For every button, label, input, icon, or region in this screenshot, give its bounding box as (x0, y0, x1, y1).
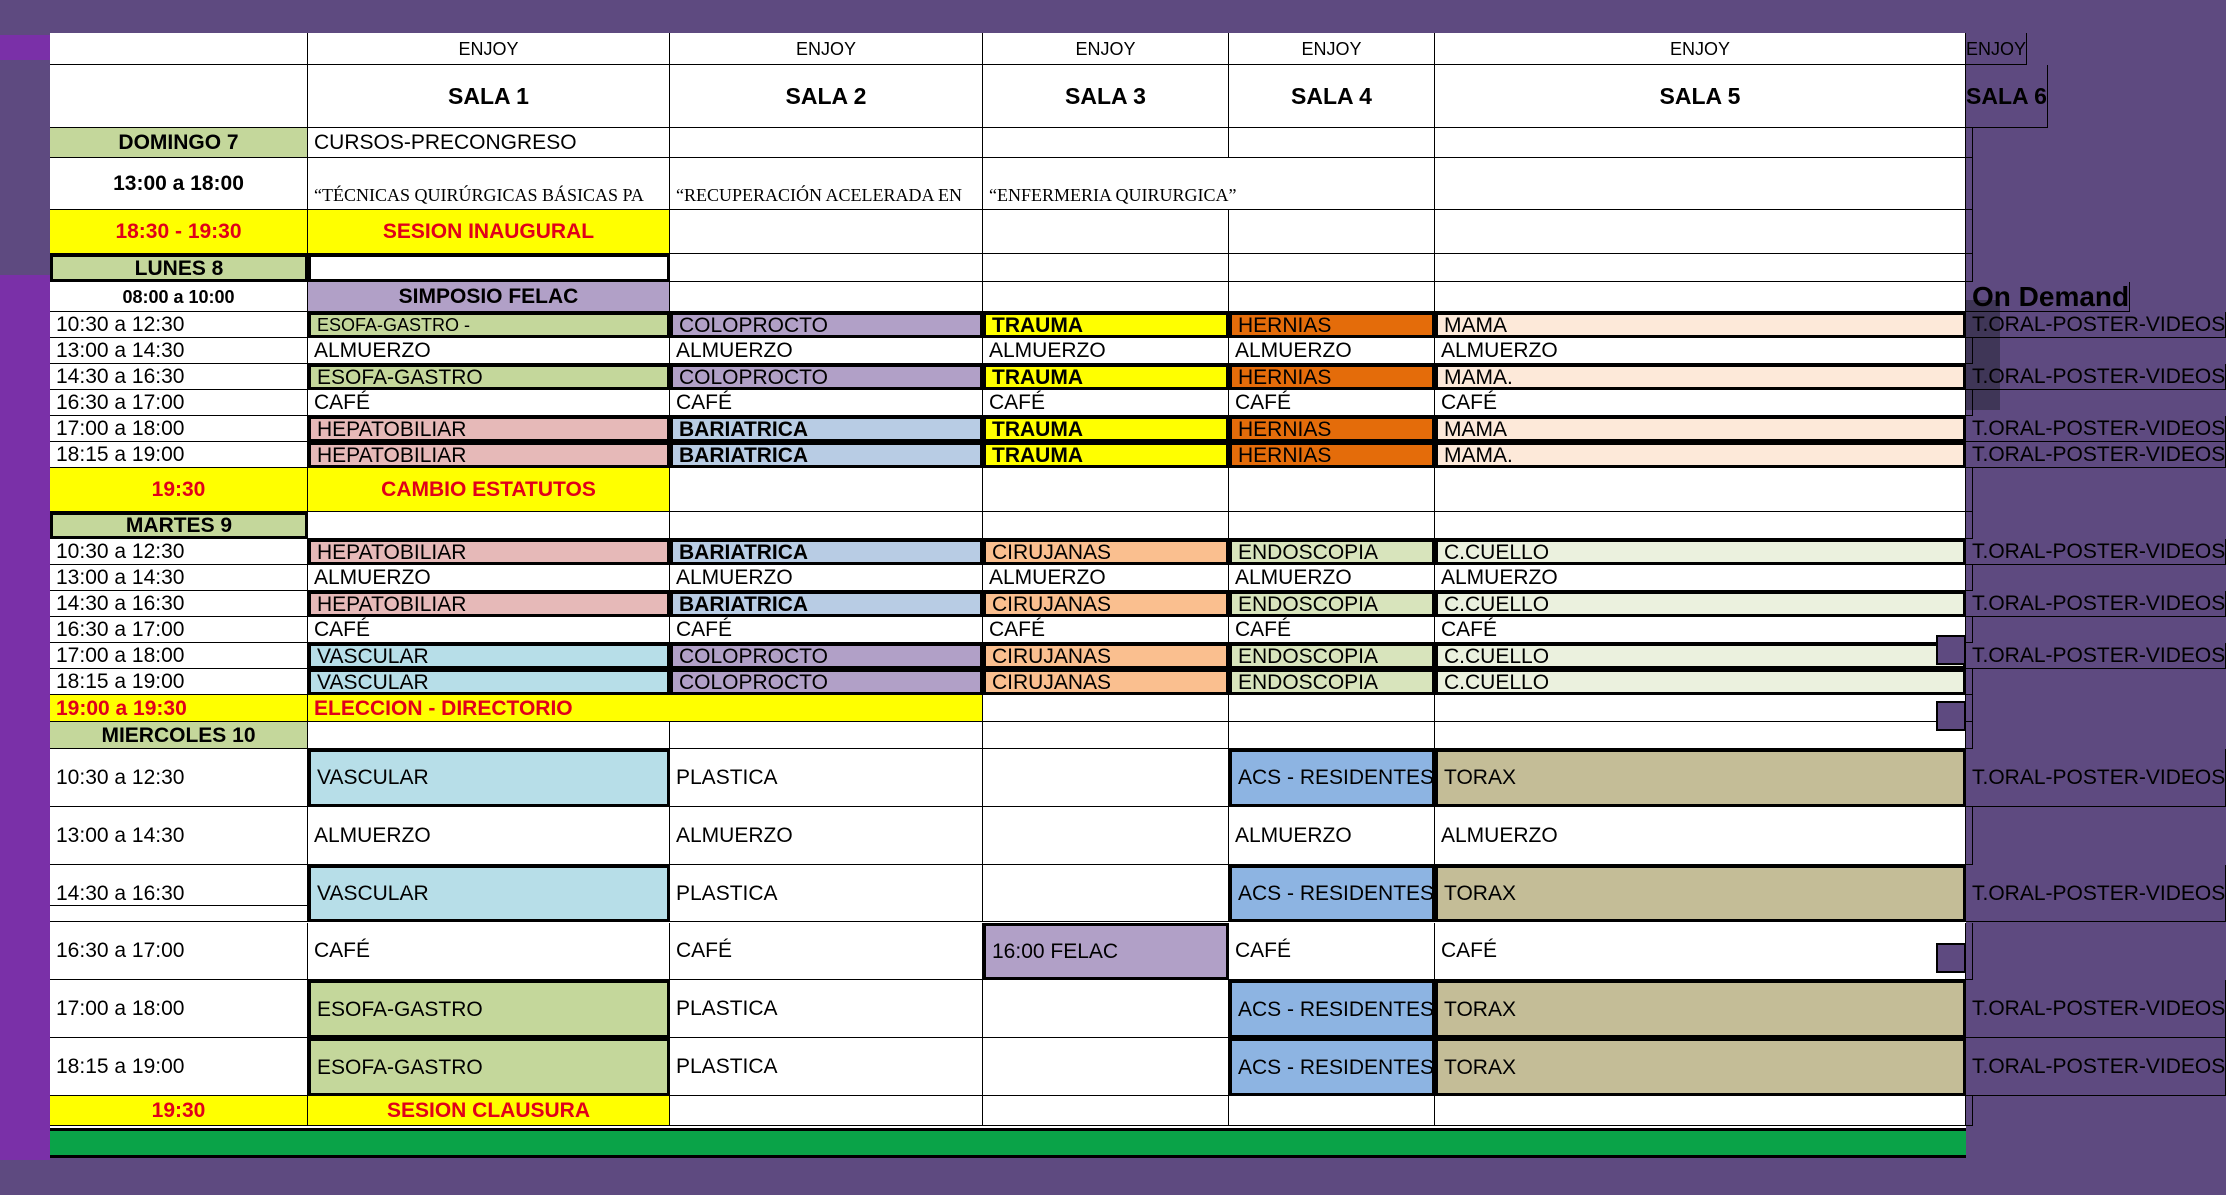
session-cell: TRAUMA (983, 312, 1229, 338)
empty-cell (1229, 254, 1435, 282)
empty-cell (1966, 158, 1973, 210)
empty-cell (1435, 722, 1966, 749)
empty-cell (1229, 128, 1435, 158)
session-cell: CAFÉ (1435, 617, 1966, 643)
session-cell: ALMUERZO (670, 807, 983, 865)
time-cell: 18:15 a 19:00 (50, 442, 308, 468)
empty-cell (1966, 254, 1973, 282)
empty-cell (1966, 695, 1973, 722)
session-cell: MAMA. (1435, 442, 1966, 468)
session-cell: C.CUELLO (1435, 643, 1966, 669)
empty-cell (983, 254, 1229, 282)
session-cell: ACS - RESIDENTES (1229, 980, 1435, 1038)
session-cell: ALMUERZO (1229, 338, 1435, 364)
session-cell: CAFÉ (1229, 617, 1435, 643)
spacer (50, 905, 308, 906)
session-cell: ALMUERZO (983, 565, 1229, 591)
time-cell: 18:30 - 19:30 (50, 210, 308, 254)
empty-cell (1435, 282, 1966, 312)
session-cell: T.ORAL-POSTER-VIDEOS (1966, 643, 2226, 669)
enjoy-label: ENJOY (1435, 33, 1966, 65)
day-header-miercoles: MIERCOLES 10 (50, 722, 308, 749)
time-cell: 13:00 a 14:30 (50, 807, 308, 865)
empty-cell (1966, 1096, 1973, 1126)
session-cell: TORAX (1435, 865, 1966, 923)
session-cell: ALMUERZO (983, 338, 1229, 364)
time-cell: 19:30 (50, 1096, 308, 1126)
empty-cell (308, 254, 670, 282)
session-cell: T.ORAL-POSTER-VIDEOS (1966, 749, 2226, 807)
row-marker (1936, 635, 1966, 665)
session-cell: T.ORAL-POSTER-VIDEOS (1966, 591, 2226, 617)
session-cell: COLOPROCTO (670, 364, 983, 390)
time-cell: 17:00 a 18:00 (50, 643, 308, 669)
session-cell: COLOPROCTO (670, 312, 983, 338)
session-cell: HEPATOBILIAR (308, 591, 670, 617)
session-cell: T.ORAL-POSTER-VIDEOS (1966, 416, 2226, 442)
time-cell: 10:30 a 12:30 (50, 312, 308, 338)
sesion-clausura: SESION CLAUSURA (308, 1096, 670, 1126)
empty-cell (1966, 128, 1973, 158)
session-cell: C.CUELLO (1435, 591, 1966, 617)
session-cell: HERNIAS (1229, 364, 1435, 390)
session-cell: CIRUJANAS (983, 643, 1229, 669)
session-cell: BARIATRICA (670, 442, 983, 468)
empty-cell (1966, 617, 1973, 643)
footer-green-bar (50, 1128, 1966, 1158)
empty-cell (1229, 210, 1435, 254)
session-cell: ALMUERZO (670, 565, 983, 591)
empty-cell (670, 722, 983, 749)
curso-cell: “ENFERMERIA QUIRURGICA” (983, 158, 1435, 210)
session-cell: T.ORAL-POSTER-VIDEOS (1966, 312, 2226, 338)
session-cell: ACS - RESIDENTES (1229, 865, 1435, 923)
session-cell: HERNIAS (1229, 416, 1435, 442)
session-cell: VASCULAR (308, 749, 670, 807)
sala-header: SALA 4 (1229, 65, 1435, 128)
session-cell: C.CUELLO (1435, 669, 1966, 695)
empty-cell (1966, 468, 1973, 512)
session-cell: PLASTICA (670, 865, 983, 923)
session-cell: HEPATOBILIAR (308, 539, 670, 565)
time-cell: 13:00 a 14:30 (50, 338, 308, 364)
row-marker (1936, 943, 1966, 973)
session-cell: TRAUMA (983, 442, 1229, 468)
empty-cell (670, 254, 983, 282)
session-cell: BARIATRICA (670, 591, 983, 617)
empty-cell (983, 128, 1229, 158)
session-cell: TORAX (1435, 1038, 1966, 1096)
empty-cell (308, 722, 670, 749)
session-cell: CAFÉ (670, 390, 983, 416)
sala-header: SALA 2 (670, 65, 983, 128)
time-cell: 10:30 a 12:30 (50, 539, 308, 565)
empty-cell (1435, 254, 1966, 282)
session-cell: TRAUMA (983, 416, 1229, 442)
enjoy-label: ENJOY (1229, 33, 1435, 65)
empty-cell (308, 512, 670, 539)
session-cell: CIRUJANAS (983, 539, 1229, 565)
session-cell: CAFÉ (308, 923, 670, 981)
session-cell: ALMUERZO (1435, 565, 1966, 591)
empty-cell (1435, 695, 1966, 722)
row-marker (1936, 701, 1966, 731)
session-cell: ALMUERZO (308, 807, 670, 865)
time-cell: 13:00 a 14:30 (50, 565, 308, 591)
empty-cell (983, 1038, 1229, 1096)
day-header-martes: MARTES 9 (50, 512, 308, 539)
session-cell: CAFÉ (308, 617, 670, 643)
session-cell: TORAX (1435, 980, 1966, 1038)
session-cell: ALMUERZO (1229, 807, 1435, 865)
session-cell: T.ORAL-POSTER-VIDEOS (1966, 539, 2226, 565)
empty-cell (670, 512, 983, 539)
empty-cell (670, 128, 983, 158)
time-cell: 19:30 (50, 468, 308, 512)
time-cell: 14:30 a 16:30 (50, 364, 308, 390)
session-cell: TORAX (1435, 749, 1966, 807)
session-cell: ALMUERZO (670, 338, 983, 364)
time-cell: 18:15 a 19:00 (50, 1038, 308, 1096)
session-cell: T.ORAL-POSTER-VIDEOS (1966, 442, 2226, 468)
session-cell: TRAUMA (983, 364, 1229, 390)
empty-cell (983, 807, 1229, 865)
session-cell: T.ORAL-POSTER-VIDEOS (1966, 980, 2226, 1038)
empty-cell (1966, 565, 1973, 591)
empty-cell (1966, 210, 1973, 254)
empty-cell (670, 210, 983, 254)
empty-cell (1435, 210, 1966, 254)
time-cell: 14:30 a 16:30 (50, 865, 308, 923)
empty-cell (983, 210, 1229, 254)
session-cell: ESOFA-GASTRO - (308, 312, 670, 338)
session-cell: HERNIAS (1229, 312, 1435, 338)
time-cell: 19:00 a 19:30 (50, 695, 308, 722)
session-cell: ALMUERZO (308, 565, 670, 591)
enjoy-label: ENJOY (670, 33, 983, 65)
session-cell: ENDOSCOPIA (1229, 669, 1435, 695)
empty-cell (1435, 158, 1966, 210)
session-cell: ENDOSCOPIA (1229, 539, 1435, 565)
cambio-estatutos: CAMBIO ESTATUTOS (308, 468, 670, 512)
enjoy-label: ENJOY (983, 33, 1229, 65)
session-cell: ENDOSCOPIA (1229, 591, 1435, 617)
session-cell: ALMUERZO (1435, 338, 1966, 364)
time-cell: 16:30 a 17:00 (50, 617, 308, 643)
frame-left-dark-block (0, 60, 50, 275)
session-cell: VASCULAR (308, 865, 670, 923)
session-cell: CAFÉ (308, 390, 670, 416)
cursos-precongreso: CURSOS-PRECONGRESO (308, 128, 670, 158)
empty-cell (983, 512, 1229, 539)
sala-header: SALA 1 (308, 65, 670, 128)
session-cell: VASCULAR (308, 669, 670, 695)
session-cell: COLOPROCTO (670, 669, 983, 695)
empty-cell (983, 722, 1229, 749)
session-cell: CIRUJANAS (983, 591, 1229, 617)
session-cell: BARIATRICA (670, 416, 983, 442)
header-corner-top (50, 33, 308, 65)
empty-cell (1229, 512, 1435, 539)
session-cell: CAFÉ (983, 390, 1229, 416)
time-cell: 16:30 a 17:00 (50, 390, 308, 416)
empty-cell (1966, 807, 1973, 865)
session-cell: PLASTICA (670, 1038, 983, 1096)
session-cell: CAFÉ (983, 617, 1229, 643)
empty-cell (670, 468, 983, 512)
curso-cell: “TÉCNICAS QUIRÚRGICAS BÁSICAS PA (308, 158, 670, 210)
empty-cell (1966, 669, 1973, 695)
enjoy-label: ENJOY (1966, 33, 2027, 65)
sala-header: SALA 3 (983, 65, 1229, 128)
session-cell: 16:00 FELAC (983, 923, 1229, 981)
empty-cell (983, 468, 1229, 512)
session-cell: CAFÉ (670, 923, 983, 981)
empty-cell (1229, 282, 1435, 312)
sesion-inaugural: SESION INAUGURAL (308, 210, 670, 254)
eleccion-directorio: ELECCION - DIRECTORIO (308, 695, 983, 722)
session-cell: ACS - RESIDENTES (1229, 1038, 1435, 1096)
session-cell: BARIATRICA (670, 539, 983, 565)
session-cell: T.ORAL-POSTER-VIDEOS (1966, 364, 2226, 390)
session-cell: COLOPROCTO (670, 643, 983, 669)
empty-cell (670, 282, 983, 312)
curso-cell: “RECUPERACIÓN ACELERADA EN (670, 158, 983, 210)
empty-cell (1229, 722, 1435, 749)
simposio-felac: SIMPOSIO FELAC (308, 282, 670, 312)
time-cell: 08:00 a 10:00 (50, 282, 308, 312)
session-cell: CAFÉ (670, 617, 983, 643)
time-cell: 17:00 a 18:00 (50, 416, 308, 442)
sala-header: SALA 6 (1966, 65, 2048, 128)
time-cell: 13:00 a 18:00 (50, 158, 308, 210)
empty-cell (983, 282, 1229, 312)
empty-cell (1229, 468, 1435, 512)
session-cell: ESOFA-GASTRO (308, 364, 670, 390)
time-cell: 17:00 a 18:00 (50, 980, 308, 1038)
header-corner (50, 65, 308, 128)
session-cell: VASCULAR (308, 643, 670, 669)
session-cell: MAMA (1435, 416, 1966, 442)
empty-cell (1966, 512, 1973, 539)
empty-cell (983, 1096, 1229, 1126)
empty-cell (983, 695, 1229, 722)
empty-cell (983, 749, 1229, 807)
time-cell: 16:30 a 17:00 (50, 923, 308, 981)
empty-cell (1966, 338, 1973, 364)
session-cell: CAFÉ (1435, 390, 1966, 416)
session-cell: CIRUJANAS (983, 669, 1229, 695)
session-cell: ALMUERZO (1229, 565, 1435, 591)
empty-cell (1435, 1096, 1966, 1126)
session-cell: HERNIAS (1229, 442, 1435, 468)
session-cell: HEPATOBILIAR (308, 442, 670, 468)
session-cell: ALMUERZO (1435, 807, 1966, 865)
empty-cell (1435, 128, 1966, 158)
empty-cell (1229, 695, 1435, 722)
session-cell: T.ORAL-POSTER-VIDEOS (1966, 1038, 2226, 1096)
empty-cell (1435, 512, 1966, 539)
empty-cell (1229, 1096, 1435, 1126)
day-header-domingo: DOMINGO 7 (50, 128, 308, 158)
empty-cell (670, 1096, 983, 1126)
session-cell: PLASTICA (670, 749, 983, 807)
enjoy-label: ENJOY (308, 33, 670, 65)
session-cell: ACS - RESIDENTES (1229, 749, 1435, 807)
time-cell: 14:30 a 16:30 (50, 591, 308, 617)
session-cell: CAFÉ (1435, 923, 1966, 981)
session-cell: MAMA (1435, 312, 1966, 338)
session-cell: ESOFA-GASTRO (308, 980, 670, 1038)
time-cell: 10:30 a 12:30 (50, 749, 308, 807)
session-cell: ENDOSCOPIA (1229, 643, 1435, 669)
empty-cell (1966, 923, 1973, 981)
schedule-sheet (50, 33, 2226, 1158)
on-demand-label: On Demand (1966, 282, 2130, 312)
day-header-lunes: LUNES 8 (50, 254, 308, 282)
session-cell: MAMA. (1435, 364, 1966, 390)
empty-cell (983, 980, 1229, 1038)
session-cell: ESOFA-GASTRO (308, 1038, 670, 1096)
empty-cell (1435, 468, 1966, 512)
session-cell: CAFÉ (1229, 390, 1435, 416)
empty-cell (1966, 390, 1973, 416)
session-cell: CAFÉ (1229, 923, 1435, 981)
time-cell: 18:15 a 19:00 (50, 669, 308, 695)
session-cell: ALMUERZO (308, 338, 670, 364)
session-cell: PLASTICA (670, 980, 983, 1038)
session-cell: T.ORAL-POSTER-VIDEOS (1966, 865, 2226, 923)
session-cell: HEPATOBILIAR (308, 416, 670, 442)
empty-cell (983, 865, 1229, 923)
empty-cell (1966, 722, 1973, 749)
sala-header: SALA 5 (1435, 65, 1966, 128)
session-cell: C.CUELLO (1435, 539, 1966, 565)
